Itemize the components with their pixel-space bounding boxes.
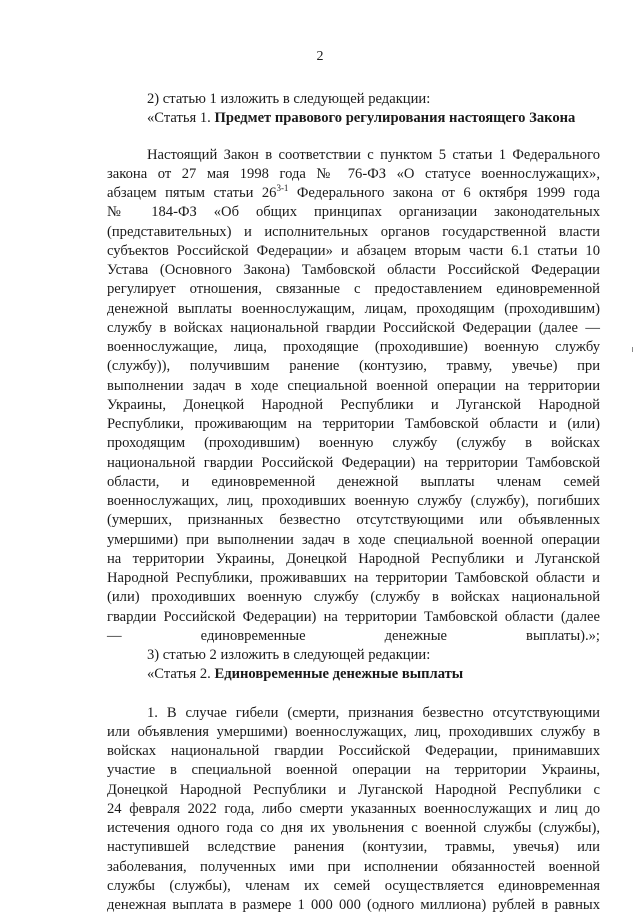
- article2-line: денежная выплата в размере 1 000 000 (одного миллиона) рублей в равных: [107, 897, 600, 913]
- spacer: [107, 129, 600, 146]
- article2-heading: [107, 665, 600, 684]
- article1-line: службу в войсках национальной гвардии Российской Федерации (далее —: [107, 319, 600, 336]
- article1-line: проходящим (проходившим) военную службу (службу в войсках: [107, 435, 600, 452]
- article1-line: абзацем пятым статьи 26$^{3-1}$ Федерального закона от 6 октября 1999 года: [107, 183, 601, 201]
- article1-line: Настоящий Закон в соответствии с пунктом 5 статьи 1 Федерального: [147, 146, 600, 163]
- article1-prefix: «Статья 1.: [147, 110, 211, 127]
- article2-line: истечения одного года со дня их увольнения с военной службы (службы),: [107, 820, 600, 836]
- article1-line: области, и единовременной денежной выплаты членам семей: [107, 473, 600, 490]
- article1-line: умершими) при выполнении задач в ходе специальной военной операции: [107, 531, 600, 548]
- article1-line: (или) проходивших военную службу (службу в войсках национальной: [107, 589, 600, 606]
- article1-line: Украины, Донецкой Народной Республики и Луганской Народной: [107, 396, 600, 413]
- article1-line: военнослужащие, лица, проходящие (проходившие) военную службу: [107, 339, 600, 355]
- article1-line: гвардии Российской Федерации) на территории Тамбовской области (далее: [107, 608, 600, 625]
- item3-intro: 3) статью 2 изложить в следующей редакции:: [147, 647, 431, 663]
- article1-line: (умерших, признанных безвестно отсутствующими или объявленных: [107, 512, 600, 529]
- article2-title: Единовременные денежные выплаты: [214, 666, 464, 683]
- article1-line: закона от 27 мая 1998 года № 76-ФЗ «О статусе военнослужащих»,: [107, 165, 600, 182]
- article1-line: (представительных) и исполнительных органов государственной власти: [107, 223, 600, 240]
- article1-line: денежной выплаты военнослужащим, лицам, проходящим (проходившим): [107, 300, 600, 317]
- article2-prefix: «Статья 2.: [147, 666, 211, 683]
- article1-line: — единовременные денежные выплаты).»;: [107, 627, 600, 644]
- article1-line: № 184-ФЗ «Об общих принципах организации законодательных: [107, 204, 600, 221]
- article1-line: регулирует отношения, связанные с предоставлением единовременной: [107, 281, 600, 298]
- spacer: [107, 685, 600, 704]
- article2-line: войсках национальной гвардии Российской Федерации, принимавших: [107, 743, 600, 759]
- article1-line: Республики, проживающим на территории Тамбовской области и (или): [107, 416, 600, 432]
- article2-line: или объявления умершими) военнослужащих, лиц, проходивших службу в: [107, 723, 600, 740]
- article1-line: Народной Республики, проживавших на территории Тамбовской области и: [107, 570, 600, 586]
- document-body: [107, 90, 600, 915]
- page-number: 2: [316, 49, 324, 64]
- article1-line: национальной гвардии Российской Федерации) на территории Тамбовской: [107, 454, 600, 471]
- article2-line: заболевания, полученных ими при исполнении обязанностей военной: [107, 858, 600, 875]
- article1-line: (службу)), получившим ранение (контузию, травму, увечье) при: [107, 358, 600, 375]
- article1-line: на территории Украины, Донецкой Народной Республики и Луганской: [107, 550, 600, 567]
- article2-line: Донецкой Народной Республики и Луганской Народной Республики с: [107, 781, 600, 798]
- article2-line: 24 февраля 2022 года, либо смерти указанных военнослужащих и лиц до: [107, 800, 600, 817]
- article1-heading: [107, 109, 600, 128]
- article2-line: 1. В случае гибели (смерти, признания безвестно отсутствующими: [147, 704, 600, 721]
- article1-line: выполнении задач в ходе специальной военной операции на территории: [107, 377, 600, 394]
- article1-line: субъектов Российской Федерации» и абзацем вторым части 6.1 статьи 10: [107, 242, 600, 259]
- item2-intro: 2) статью 1 изложить в следующей редакции:: [147, 91, 431, 107]
- article1-title: Предмет правового регулирования настоящего Закона: [214, 110, 576, 127]
- article2-line: наступившей вследствие ранения (контузии, травмы, увечья) или: [107, 839, 600, 856]
- margin-mark: [632, 347, 633, 352]
- article2-line: службы (службы), членам их семей осуществляется единовременная: [107, 877, 600, 894]
- article1-line: Устава (Основного Закона) Тамбовской области Российской Федерации: [107, 262, 600, 278]
- article1-line: военнослужащих, лиц, проходивших военную службу (службу), погибших: [107, 493, 600, 509]
- article2-line: участие в специальной военной операции на территории Украины,: [107, 762, 600, 779]
